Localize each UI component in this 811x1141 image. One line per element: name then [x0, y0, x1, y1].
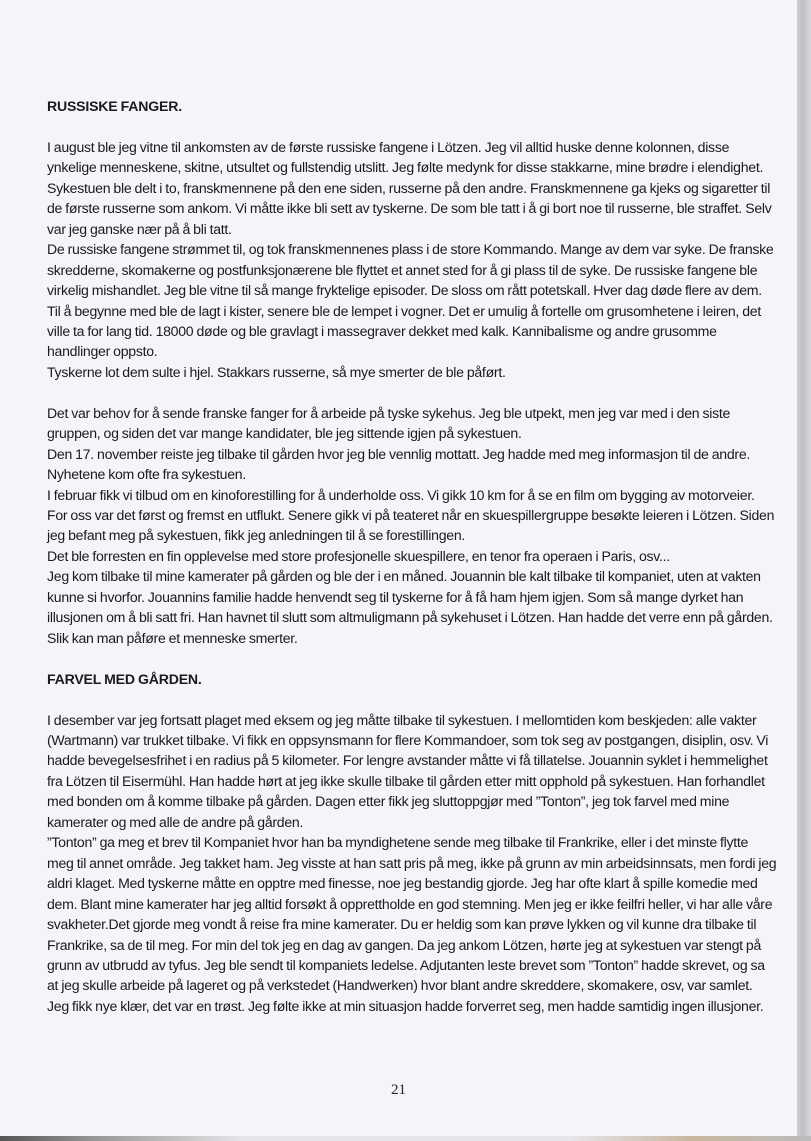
- section-russiske-fanger: [47, 96, 777, 648]
- page-number: 21: [391, 1082, 406, 1098]
- paragraph: De russiske fangene strømmet til, og tok franskmennenes plass i de store Kommando. Mange av dem var syke. De franske skredderne, skomakerne og postfunksjonærene ble flyttet et annet sted for å gi plass til de syke. De russiske fangene ble virkelig mishandlet. Jeg ble vitne til så mange fryktelige episoder. De sloss om rått potetskall. Hver dag døde flere av dem. Til å begynne med ble de lagt i kister, senere ble de lempet i vogner. Det er umulig å fortelle om grusomhetene i leiren, det ville ta for lang tid. 18000 døde og ble gravlagt i massegraver dekket med kalk. Kannibalisme og andre grusomme handlinger oppsto.: [47, 241, 774, 360]
- section-farvel-med-garden: [47, 669, 777, 1017]
- spacer: [47, 116, 777, 136]
- page-content: [47, 96, 777, 1016]
- scan-bottom-edge: [0, 1136, 811, 1141]
- paragraph: I august ble jeg vitne til ankomsten av de første russiske fangene i Lötzen. Jeg vil alltid huske denne kolonnen, disse ynkelige menneskene, skitne, utsultet og fullstendig utslitt. Jeg følte medynk for disse stakkarne, mine brødre i elendighet.: [47, 138, 764, 176]
- paragraph: Den 17. november reiste jeg tilbake til gården hvor jeg ble vennlig mottatt. Jeg hadde med meg informasjon til de andre. Nyhetene kom ofte fra sykestuen.: [47, 445, 751, 483]
- paragraph: Det ble forresten en fin opplevelse med store profesjonelle skuespillere, en tenor fra operaen i Paris, osv...: [47, 547, 670, 564]
- paragraph: Det var behov for å sende franske fanger for å arbeide på tyske sykehus. Jeg ble utpekt, men jeg var med i den siste gruppen, og siden det var mange kandidater, ble jeg sittende igjen på sykestuen.: [47, 404, 731, 442]
- paragraph: Sykestuen ble delt i to, franskmennene på den ene siden, russerne på den andre. Franskmennene ga kjeks og sigaretter til de første russerne som ankom. Vi måtte ikke bli sett av tyskerne. De som ble tatt i å gi bort noe til russerne, ble straffet. Selv var jeg ganske nær på å bli tatt.: [47, 179, 772, 237]
- paragraph: Tyskerne lot dem sulte i hjel. Stakkars russerne, så mye smerter de ble påført.: [47, 363, 506, 380]
- spacer: [47, 382, 777, 402]
- page-edge-shadow: [797, 0, 811, 1141]
- paragraph: ”Tonton” ga meg et brev til Kompaniet hvor han ba myndighetene sende meg tilbake til Frankrike, eller i det minste flytte meg til annet område. Jeg takket ham. Jeg visste at han satt pris på meg, ikke på grunn av min arbeidsinnsats, men fordi jeg aldri klaget. Med tyskerne måtte en opptre med finesse, noe jeg bestandig gjorde. Jeg har ofte klart å spille komedie med dem. Blant mine kamerater har jeg alltid forsøkt å opprettholde en god stemning. Men jeg er ikke feilfri heller, vi har alle våre svakheter.Det gjorde meg vondt å reise fra mine kamerater. Du er heldig som kan prøve lykken og vil kunne dra tilbake til Frankrike, sa de til meg. For min del tok jeg en dag av gangen. Da jeg ankom Lötzen, hørte jeg at sykestuen var stengt på grunn av utbrudd av tyfus. Jeg ble sendt til kompaniets ledelse. Adjutanten leste brevet som ”Tonton” hadde skrevet, og sa at jeg skulle arbeide på lageret og på verkstedet (Handwerken) hvor blant andre skreddere, skomakere, osv, var samlet. Jeg fikk nye klær, det var en trøst. Jeg følte ikke at min situasjon hadde forverret seg, men hadde samtidig ingen illusjoner.: [47, 834, 777, 1014]
- section-heading: RUSSISKE FANGER.: [47, 98, 182, 114]
- spacer: [47, 648, 777, 668]
- paragraph: Jeg kom tilbake til mine kamerater på gården og ble der i en måned. Jouannin ble kalt tilbake til kompaniet, uten at vakten kunne si hvorfor. Jouannins familie hadde henvendt seg til tyskerne for å få ham hjem igjen. Som så mange dyrket han illusjonen om å bli satt fri. Han havnet til slutt som altmuligmann på sykehuset i Lötzen. Han hadde det verre enn på gården. Slik kan man påføre et menneske smerter.: [47, 568, 773, 646]
- spacer: [47, 689, 777, 709]
- section-heading: FARVEL MED GÅRDEN.: [47, 670, 202, 687]
- paragraph: I februar fikk vi tilbud om en kinoforestilling for å underholde oss. Vi gikk 10 km for å se en film om bygging av motorveier. For oss var det først og fremst en utflukt. Senere gikk vi på teateret når en skuespillergruppe besøkte leieren i Lötzen. Siden jeg befant meg på sykestuen, fikk jeg anledningen til å se forestillingen.: [47, 486, 775, 544]
- paragraph: I desember var jeg fortsatt plaget med eksem og jeg måtte tilbake til sykestuen. I mellomtiden kom beskjeden: alle vakter (Wartmann) var trukket tilbake. Vi fikk en oppsynsmann for flere Kommandoer, som tok seg av postgangen, disiplin, osv. Vi hadde bevegelsesfrihet i en radius på 5 kilometer. For lengre avstander måtte vi få tillatelse. Jouannin syklet i hemmelighet fra Lötzen til Eisermühl. Han hadde hørt at jeg ikke skulle tilbake til gården etter mitt opphold på sykestuen. Han forhandlet med bonden om å komme tilbake på gården. Dagen etter fikk jeg sluttoppgjør med ”Tonton”, jeg tok farvel med mine kamerater og med alle de andre på gården.: [47, 711, 769, 830]
